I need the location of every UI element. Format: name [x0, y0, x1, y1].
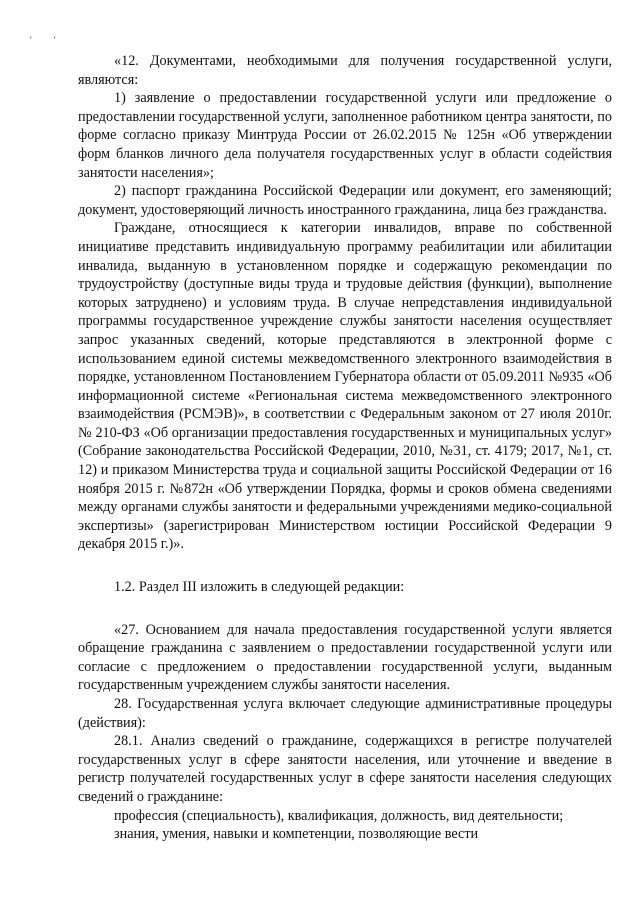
paragraph-spacer — [78, 597, 612, 621]
paragraph-knowledge: знания, умения, навыки и компетенции, позволяющие вести — [114, 826, 479, 843]
page-corner-marks: ' ' — [30, 35, 66, 45]
paragraph-item-1: 1) заявление о предоставлении государственной услуги или предложение о предоставлении государственной услуги, заполненное работником центра занятости, по форме согласно приказу Минтруда России от 26.02.2015 № 125н «Об утверждении форм бланков личного дела получателя государственных услуг в области содействия занятости населения»; — [78, 90, 612, 181]
paragraph-12-intro: «12. Документами, необходимыми для получения государственной услуги, являются: — [78, 53, 612, 88]
paragraph-28: 28. Государственная услуга включает следующие административные процедуры (действия): — [78, 696, 612, 731]
paragraph-profession: профессия (специальность), квалификация, должность, вид деятельности; — [114, 807, 564, 824]
document-page — [78, 52, 612, 844]
paragraph-disabled-citizens: Граждане, относящиеся к категории инвалидов, вправе по собственной инициативе представить индивидуальную программу реабилитации или абилитации инвалида, выданную в установленном порядке и содержащую рекомендации по трудоустройству (доступные виды труда и трудовые действия (функции), выполнение которых затруднено) и условиям труда. В случае непредставления индивидуальной программы государственное учреждение службы занятости населения осуществляет запрос указанных сведений, которые представляются в электронной форме с использованием единой системы межведомственного электронного взаимодействия в порядке, установленном Постановлением Губернатора области от 05.09.2011 №935 «Об информационной системе «Региональная система межведомственного электронного взаимодействия (РСМЭВ)», в соответствии с Федеральным законом от 27 июля 2010г. № 210-ФЗ «Об организации предоставления государственных и муниципальных услуг» (Собрание законодательства Российской Федерации, 2010, №31, ст. 4179; 2017, №1, ст. 12) и приказом Министерства труда и социальной защиты Российской Федерации от 16 ноября 2015 г. №872н «Об утверждении Порядка, формы и сроков обмена сведениями между органами службы занятости и федеральными учреждениями медико-социальной экспертизы» (зарегистрирован Министерством юстиции Российской Федерации 9 декабря 2015 г.)». — [78, 220, 612, 553]
paragraph-item-2: 2) паспорт гражданина Российской Федерации или документ, его заменяющий; документ, удостоверяющий личность иностранного гражданина, лица без гражданства. — [78, 183, 612, 218]
paragraph-28-1: 28.1. Анализ сведений о гражданине, содержащихся в регистре получателей государственных услуг в сфере занятости населения, или уточнение и введение в регистр получателей государственных услуг в сфере занятости населения следующих сведений о гражданине: — [78, 733, 612, 805]
paragraph-section-1-2: 1.2. Раздел III изложить в следующей редакции: — [114, 579, 405, 596]
paragraph-spacer — [78, 554, 612, 578]
paragraph-27: «27. Основанием для начала предоставления государственной услуги является обращение гражданина с заявлением о предоставлении государственной услуги или согласие с предложением о предоставлении государственной услуги, выданным государственным учреждением службы занятости населения. — [78, 621, 612, 694]
